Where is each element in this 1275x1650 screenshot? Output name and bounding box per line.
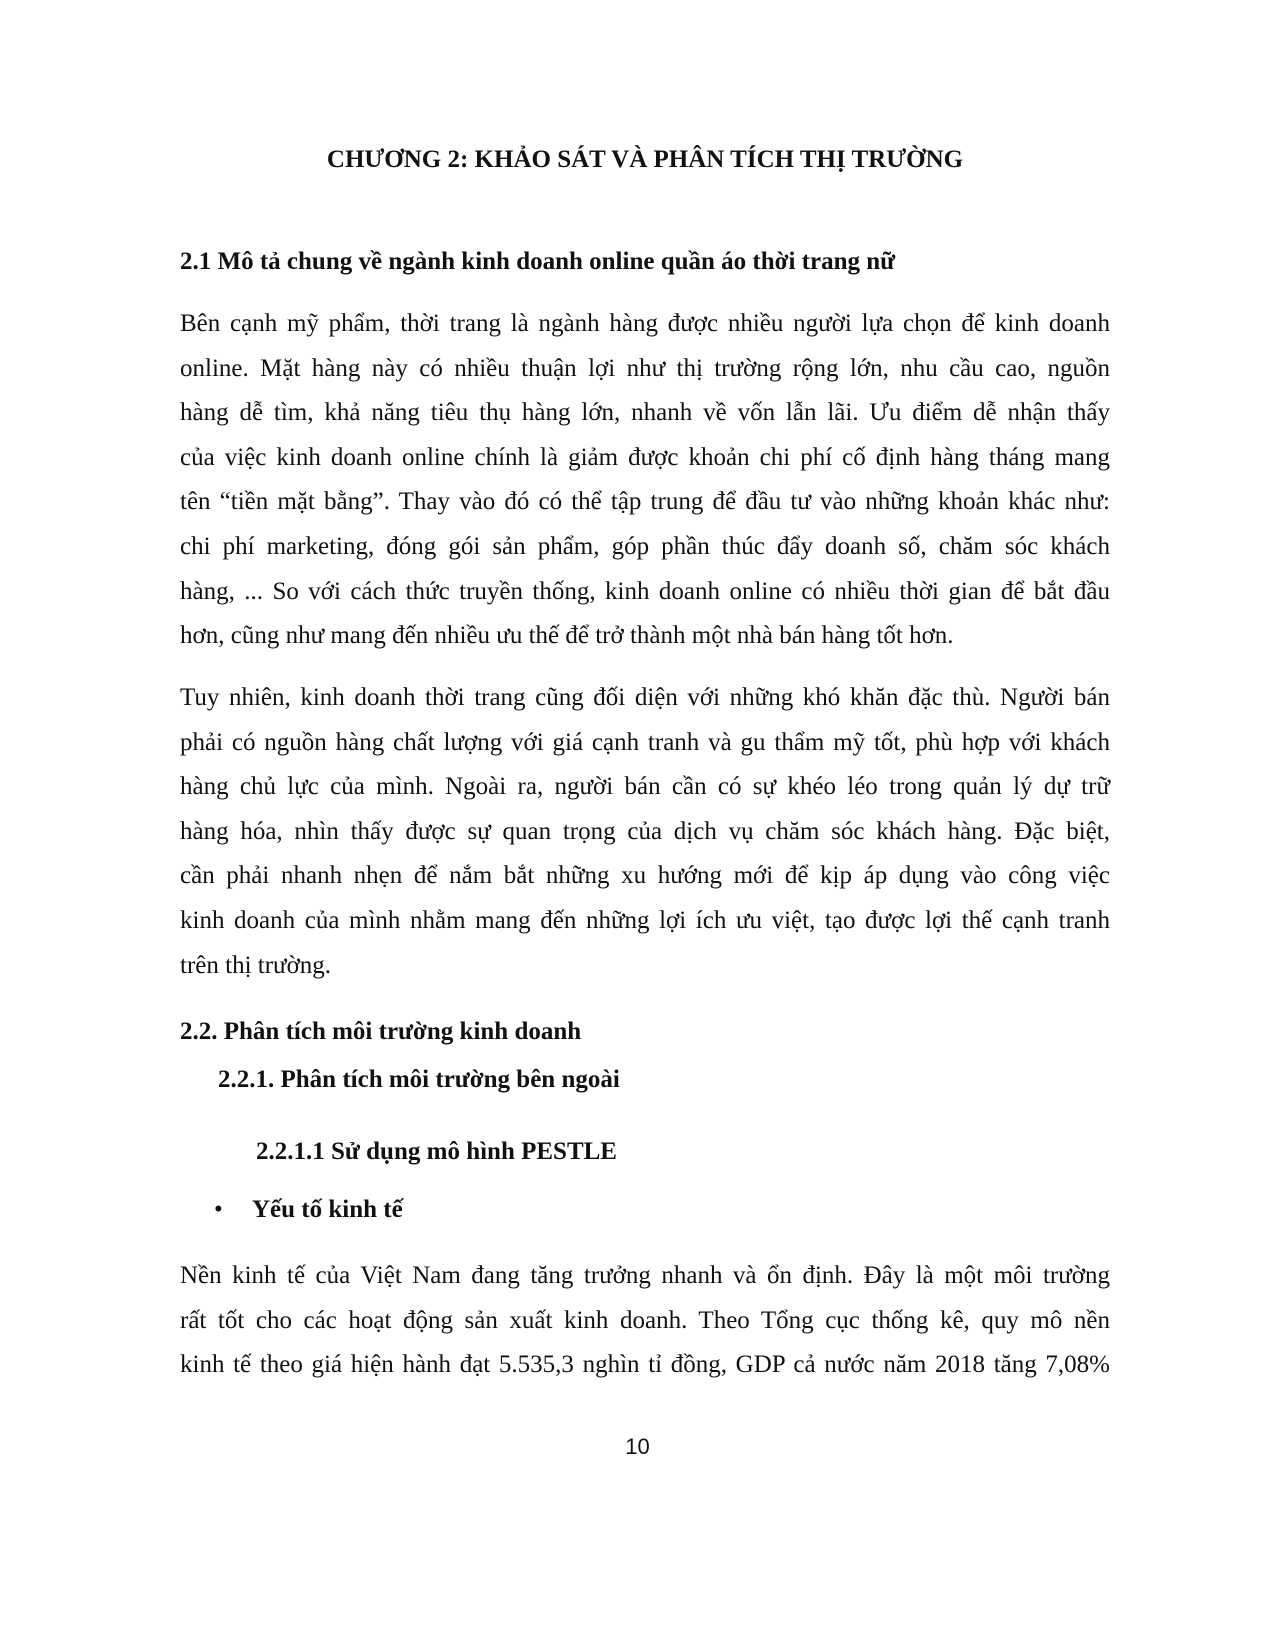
- paragraph-line: phải có nguồn hàng chất lượng với giá cạnh tranh và gu thẩm mỹ tốt, phù hợp với khách: [180, 728, 1110, 756]
- bullet-icon: •: [214, 1196, 223, 1223]
- paragraph-line: hàng hóa, nhìn thấy được sự quan trọng của dịch vụ chăm sóc khách hàng. Đặc biệt,: [180, 817, 1110, 845]
- paragraph-line: cần phải nhanh nhẹn để nắm bắt những xu hướng mới để kịp áp dụng vào công việc: [180, 862, 1110, 890]
- bullet-item: [214, 1196, 403, 1224]
- paragraph-line: kinh tế theo giá hiện hành đạt 5.535,3 nghìn tỉ đồng, GDP cả nước năm 2018 tăng 7,08%: [180, 1351, 1110, 1379]
- section-2-2-heading: 2.2. Phân tích môi trường kinh doanh: [180, 1018, 582, 1045]
- paragraph-line: hàng dễ tìm, khả năng tiêu thụ hàng lớn, nhanh về vốn lẫn lãi. Ưu điểm dễ nhận thấy: [180, 399, 1110, 427]
- paragraph-line: hơn, cũng như mang đến nhiều ưu thế để trở thành một nhà bán hàng tốt hơn.: [180, 622, 954, 650]
- paragraph-line: trên thị trường.: [180, 951, 332, 979]
- paragraph-line: Nền kinh tế của Việt Nam đang tăng trưởng nhanh và ổn định. Đây là một môi trường: [180, 1262, 1110, 1289]
- paragraph-line: hàng, ... So với cách thức truyền thống, kinh doanh online có nhiều thời gian để bắt đầu: [180, 577, 1110, 605]
- paragraph-line: Tuy nhiên, kinh doanh thời trang cũng đối diện với những khó khăn đặc thù. Người bán: [180, 684, 1110, 711]
- paragraph-line: kinh doanh của mình nhằm mang đến những lợi ích ưu việt, tạo được lợi thế cạnh tranh: [180, 906, 1110, 934]
- paragraph-line: tên “tiền mặt bằng”. Thay vào đó có thể tập trung để đầu tư vào những khoản khác như:: [180, 488, 1110, 516]
- paragraph-line: rất tốt cho các hoạt động sản xuất kinh doanh. Theo Tổng cục thống kê, quy mô nền: [180, 1306, 1110, 1334]
- section-2-1-heading: 2.1 Mô tả chung về ngành kinh doanh online quần áo thời trang nữ: [180, 248, 896, 275]
- paragraph-line: của việc kinh doanh online chính là giảm được khoản chi phí cố định hàng tháng mang: [180, 443, 1110, 471]
- paragraph-line: hàng chủ lực của mình. Ngoài ra, người bán cần có sự khéo léo trong quản lý dự trữ: [180, 773, 1110, 801]
- paragraph-3: [180, 1254, 1110, 1388]
- page-number: 10: [625, 1434, 650, 1459]
- paragraph-line: Bên cạnh mỹ phẩm, thời trang là ngành hàng được nhiều người lựa chọn để kinh doanh: [180, 310, 1110, 337]
- paragraph-line: online. Mặt hàng này có nhiều thuận lợi như thị trường rộng lớn, nhu cầu cao, nguồn: [180, 354, 1110, 382]
- paragraph-line: chi phí marketing, đóng gói sản phẩm, góp phần thúc đẩy doanh số, chăm sóc khách: [180, 532, 1110, 560]
- bullet-heading: Yếu tố kinh tế: [252, 1196, 403, 1223]
- section-2-2-1-1-heading: 2.2.1.1 Sử dụng mô hình PESTLE: [256, 1138, 617, 1165]
- section-2-2-1-heading: 2.2.1. Phân tích môi trường bên ngoài: [218, 1066, 620, 1093]
- paragraph-1: [180, 302, 1110, 659]
- paragraph-2: [180, 676, 1110, 988]
- chapter-title: CHƯƠNG 2: KHẢO SÁT VÀ PHÂN TÍCH THỊ TRƯỜNG: [326, 146, 964, 173]
